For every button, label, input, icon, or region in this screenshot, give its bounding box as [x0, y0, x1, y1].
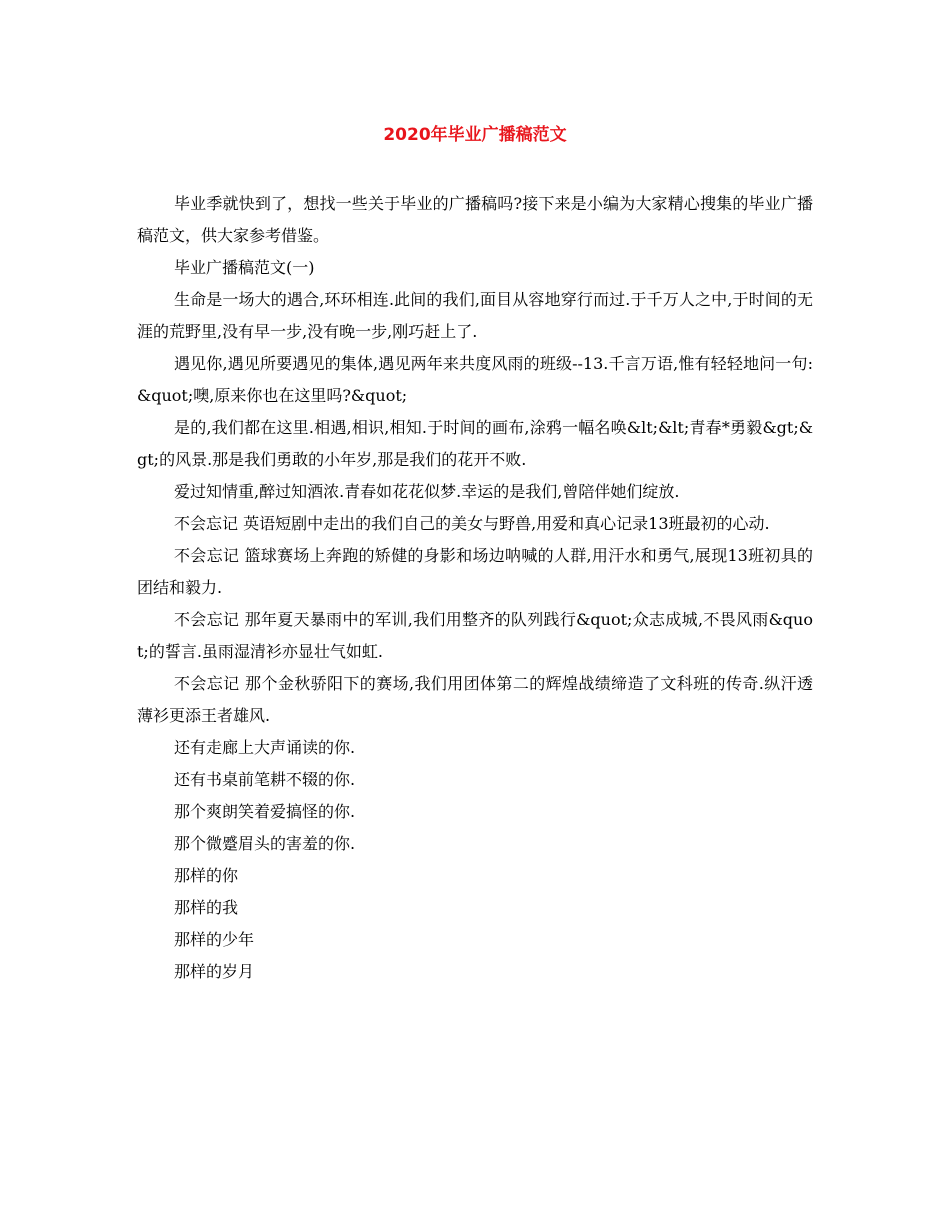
- paragraph: 不会忘记 英语短剧中走出的我们自己的美女与野兽,用爱和真心记录13班最初的心动.: [174, 514, 770, 533]
- paragraph: 是的,我们都在这里.相遇,相识,相知.于时间的画布,涂鸦一幅名唤&lt;&lt;青春*勇毅&gt;&gt;的风景.那是我们勇敢的小年岁,那是我们的花开不败.: [137, 418, 813, 469]
- paragraph: 遇见你,遇见所要遇见的集体,遇见两年来共度风雨的班级--13.千言万语,惟有轻轻地问一句:&quot;噢,原来你也在这里吗?&quot;: [137, 354, 813, 405]
- paragraph: 那样的少年: [174, 930, 255, 949]
- paragraph: 爱过知情重,醉过知酒浓.青春如花花似梦.幸运的是我们,曾陪伴她们绽放.: [174, 482, 680, 501]
- document-title: 2020年毕业广播稿范文: [383, 125, 567, 145]
- paragraph: 不会忘记 那年夏天暴雨中的军训,我们用整齐的队列践行&quot;众志成城,不畏风雨&quot;的誓言.虽雨湿清衫亦显壮气如虹.: [137, 610, 813, 661]
- document-body: [137, 188, 813, 988]
- paragraph: 那样的我: [174, 898, 239, 917]
- paragraph: 不会忘记 那个金秋骄阳下的赛场,我们用团体第二的辉煌战绩缔造了文科班的传奇.纵汗透薄衫更添王者雄风.: [137, 674, 813, 725]
- paragraph-intro: 毕业季就快到了，想找一些关于毕业的广播稿吗?接下来是小编为大家精心搜集的毕业广播稿范文，供大家参考借鉴。: [137, 194, 813, 245]
- paragraph: 生命是一场大的遇合,环环相连.此间的我们,面目从容地穿行而过.于千万人之中,于时间的无涯的荒野里,没有早一步,没有晚一步,刚巧赶上了.: [137, 290, 813, 341]
- paragraph: 那样的岁月: [174, 962, 255, 981]
- paragraph: 那个爽朗笑着爱搞怪的你.: [174, 802, 356, 821]
- paragraph: 还有走廊上大声诵读的你.: [174, 738, 356, 757]
- paragraph: 那样的你: [174, 866, 239, 885]
- section-heading: 毕业广播稿范文(一): [174, 258, 315, 277]
- paragraph: 不会忘记 篮球赛场上奔跑的矫健的身影和场边呐喊的人群,用汗水和勇气,展现13班初具的团结和毅力.: [137, 546, 813, 597]
- paragraph: 还有书桌前笔耕不辍的你.: [174, 770, 356, 789]
- paragraph: 那个微蹙眉头的害羞的你.: [174, 834, 356, 853]
